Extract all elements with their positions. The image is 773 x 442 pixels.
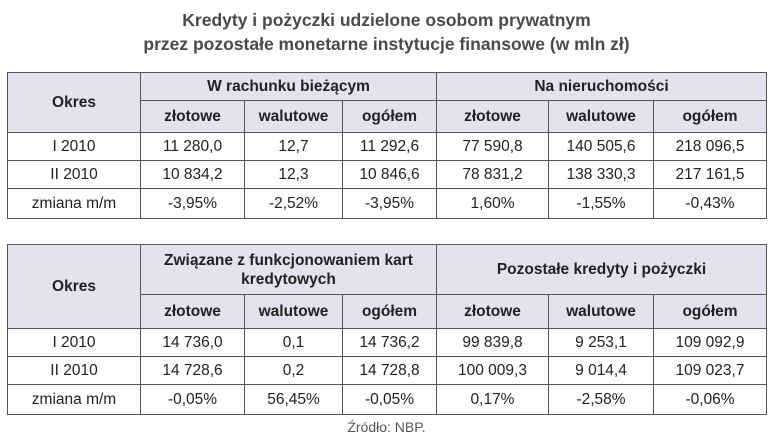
row-period: zmiana m/m [8, 385, 141, 415]
table-cell: 99 839,8 [437, 329, 549, 357]
subheader-fx: walutowe [245, 295, 343, 329]
source-note: Źródło: NBP. [347, 419, 426, 435]
subheader-fx: walutowe [245, 101, 343, 133]
table-cell: 218 096,5 [654, 133, 767, 161]
table-row [8, 189, 767, 219]
table-cell: 109 023,7 [654, 357, 767, 385]
table-cell: 10 834,2 [141, 161, 245, 189]
period-header: Okres [8, 245, 141, 329]
table-credit-cards-and-other [7, 244, 767, 415]
table-cell: -0,06% [654, 385, 767, 415]
table-cell: 78 831,2 [437, 161, 549, 189]
table-cell: 77 590,8 [437, 133, 549, 161]
table-credit-current-and-mortgage [7, 72, 767, 219]
table-cell: 0,1 [245, 329, 343, 357]
row-period: I 2010 [8, 329, 141, 357]
table-cell: 217 161,5 [654, 161, 767, 189]
table-cell: 14 736,2 [343, 329, 437, 357]
table-cell: 14 728,6 [141, 357, 245, 385]
table-cell: 11 280,0 [141, 133, 245, 161]
table-cell: -0,05% [343, 385, 437, 415]
group-header-real-estate: Na nieruchomości [437, 73, 767, 101]
subheader-total: ogółem [654, 295, 767, 329]
table-row [8, 385, 767, 415]
table-cell: 109 092,9 [654, 329, 767, 357]
row-period: I 2010 [8, 133, 141, 161]
table-cell: -0,05% [141, 385, 245, 415]
table-cell: -3,95% [343, 189, 437, 219]
title-line-2: przez pozostałe monetarne instytucje finansowe (w mln zł) [143, 34, 630, 54]
period-header: Okres [8, 73, 141, 133]
table-cell: 12,7 [245, 133, 343, 161]
table-row [8, 357, 767, 385]
table-cell: -3,95% [141, 189, 245, 219]
table-cell: 1,60% [437, 189, 549, 219]
subheader-total: ogółem [343, 101, 437, 133]
title-line-1: Kredyty i pożyczki udzielone osobom prywatnym [182, 10, 591, 30]
table-cell: 10 846,6 [343, 161, 437, 189]
table-cell: 140 505,6 [549, 133, 654, 161]
table-row [8, 133, 767, 161]
subheader-fx: walutowe [549, 295, 654, 329]
subheader-pln: złotowe [141, 295, 245, 329]
subheader-pln: złotowe [141, 101, 245, 133]
subheader-total: ogółem [343, 295, 437, 329]
table-cell: -0,43% [654, 189, 767, 219]
table-cell: 14 728,8 [343, 357, 437, 385]
table-cell: 0,2 [245, 357, 343, 385]
table-row [8, 329, 767, 357]
row-period: zmiana m/m [8, 189, 141, 219]
subheader-total: ogółem [654, 101, 767, 133]
table-cell: 12,3 [245, 161, 343, 189]
group-header-credit-cards: Związane z funkcjonowaniem kart kredytowych [141, 245, 437, 295]
row-period: II 2010 [8, 161, 141, 189]
table-cell: 100 009,3 [437, 357, 549, 385]
row-period: II 2010 [8, 357, 141, 385]
table-cell: 14 736,0 [141, 329, 245, 357]
table-cell: 138 330,3 [549, 161, 654, 189]
subheader-pln: złotowe [437, 101, 549, 133]
group-header-current-account: W rachunku bieżącym [141, 73, 437, 101]
table-cell: 11 292,6 [343, 133, 437, 161]
table-cell: 9 014,4 [549, 357, 654, 385]
table-cell: 0,17% [437, 385, 549, 415]
table-cell: -1,55% [549, 189, 654, 219]
table-cell: 9 253,1 [549, 329, 654, 357]
table-cell: 56,45% [245, 385, 343, 415]
table-row [8, 161, 767, 189]
table-cell: -2,52% [245, 189, 343, 219]
page-title [0, 8, 773, 56]
group-header-other-loans: Pozostałe kredyty i pożyczki [437, 245, 767, 295]
subheader-fx: walutowe [549, 101, 654, 133]
table-cell: -2,58% [549, 385, 654, 415]
subheader-pln: złotowe [437, 295, 549, 329]
